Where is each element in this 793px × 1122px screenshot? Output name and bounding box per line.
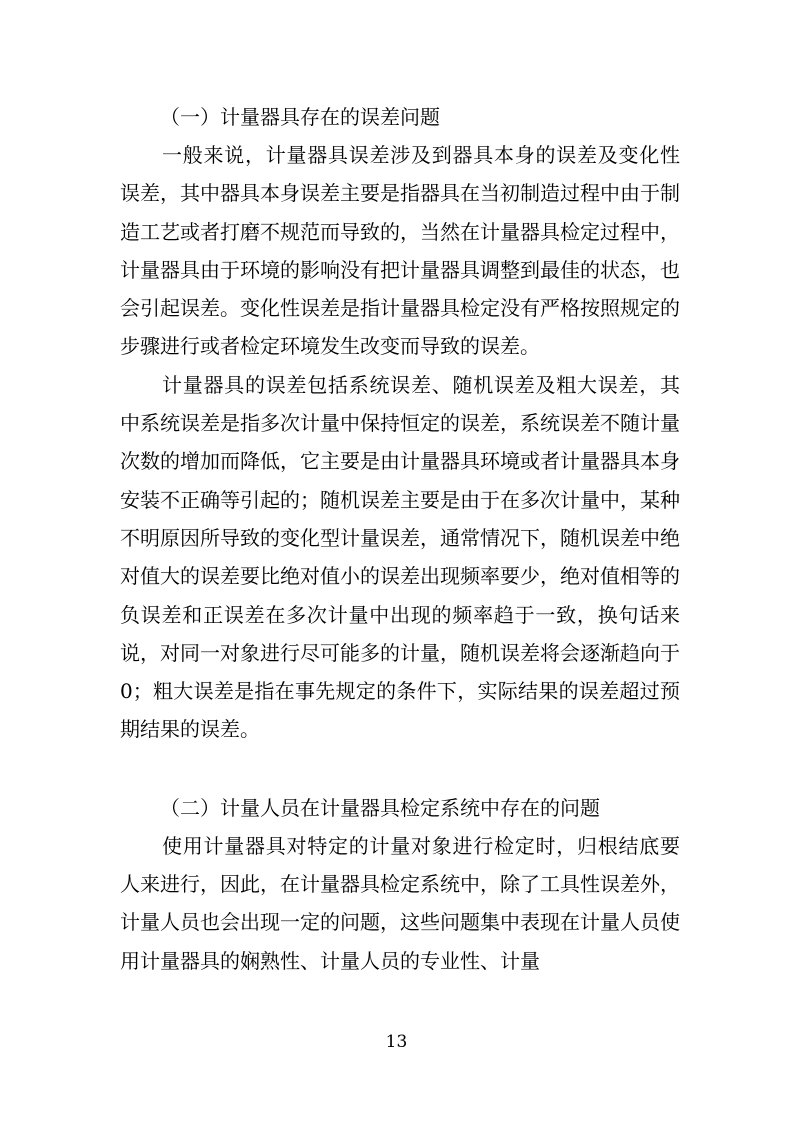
- section-heading: （二）计量人员在计量器具检定系统中存在的问题: [160, 795, 600, 820]
- paragraph: 使用计量器具对特定的计量对象进行检定时，归根结底要人来进行，因此，在计量器具检定系统中，除了工具性误差外，计量人员也会出现一定的问题，这些问题集中表现在计量人员使用计量器具的娴熟性、计量人员的专业性、计量: [120, 833, 680, 973]
- page-number: 13: [385, 1032, 408, 1052]
- paragraph: 计量器具的误差包括系统误差、随机误差及粗大误差，其中系统误差是指多次计量中保持恒定的误差，系统误差不随计量次数的增加而降低，它主要是由计量器具环境或者计量器具本身安装不正确等引起的；随机误差主要是由于在多次计量中，某种不明原因所导致的变化型计量误差，通常情况下，随机误差中绝对值大的误差要比绝对值小的误差出现频率要少，绝对值相等的负误差和正误差在多次计量中出现的频率趋于一致，换句话来说，对同一对象进行尽可能多的计量，随机误差将会逐渐趋向于 0；粗大误差是指在事先规定的条件下，实际结果的误差超过预期结果的误差。: [120, 372, 680, 742]
- section-heading: （一）计量器具存在的误差问题: [160, 105, 440, 129]
- section-spacer: [120, 749, 680, 789]
- page-content: [120, 98, 680, 980]
- section-2: [120, 789, 680, 980]
- section-1: [120, 98, 680, 749]
- paragraph: 一般来说，计量器具误差涉及到器具本身的误差及变化性误差，其中器具本身误差主要是指器具在当初制造过程中由于制造工艺或者打磨不规范而导致的，当然在计量器具检定过程中，计量器具由于环境的影响没有把计量器具调整到最佳的状态，也会引起误差。变化性误差是指计量器具检定没有严格按照规定的步骤进行或者检定环境发生改变而导致的误差。: [120, 143, 680, 359]
